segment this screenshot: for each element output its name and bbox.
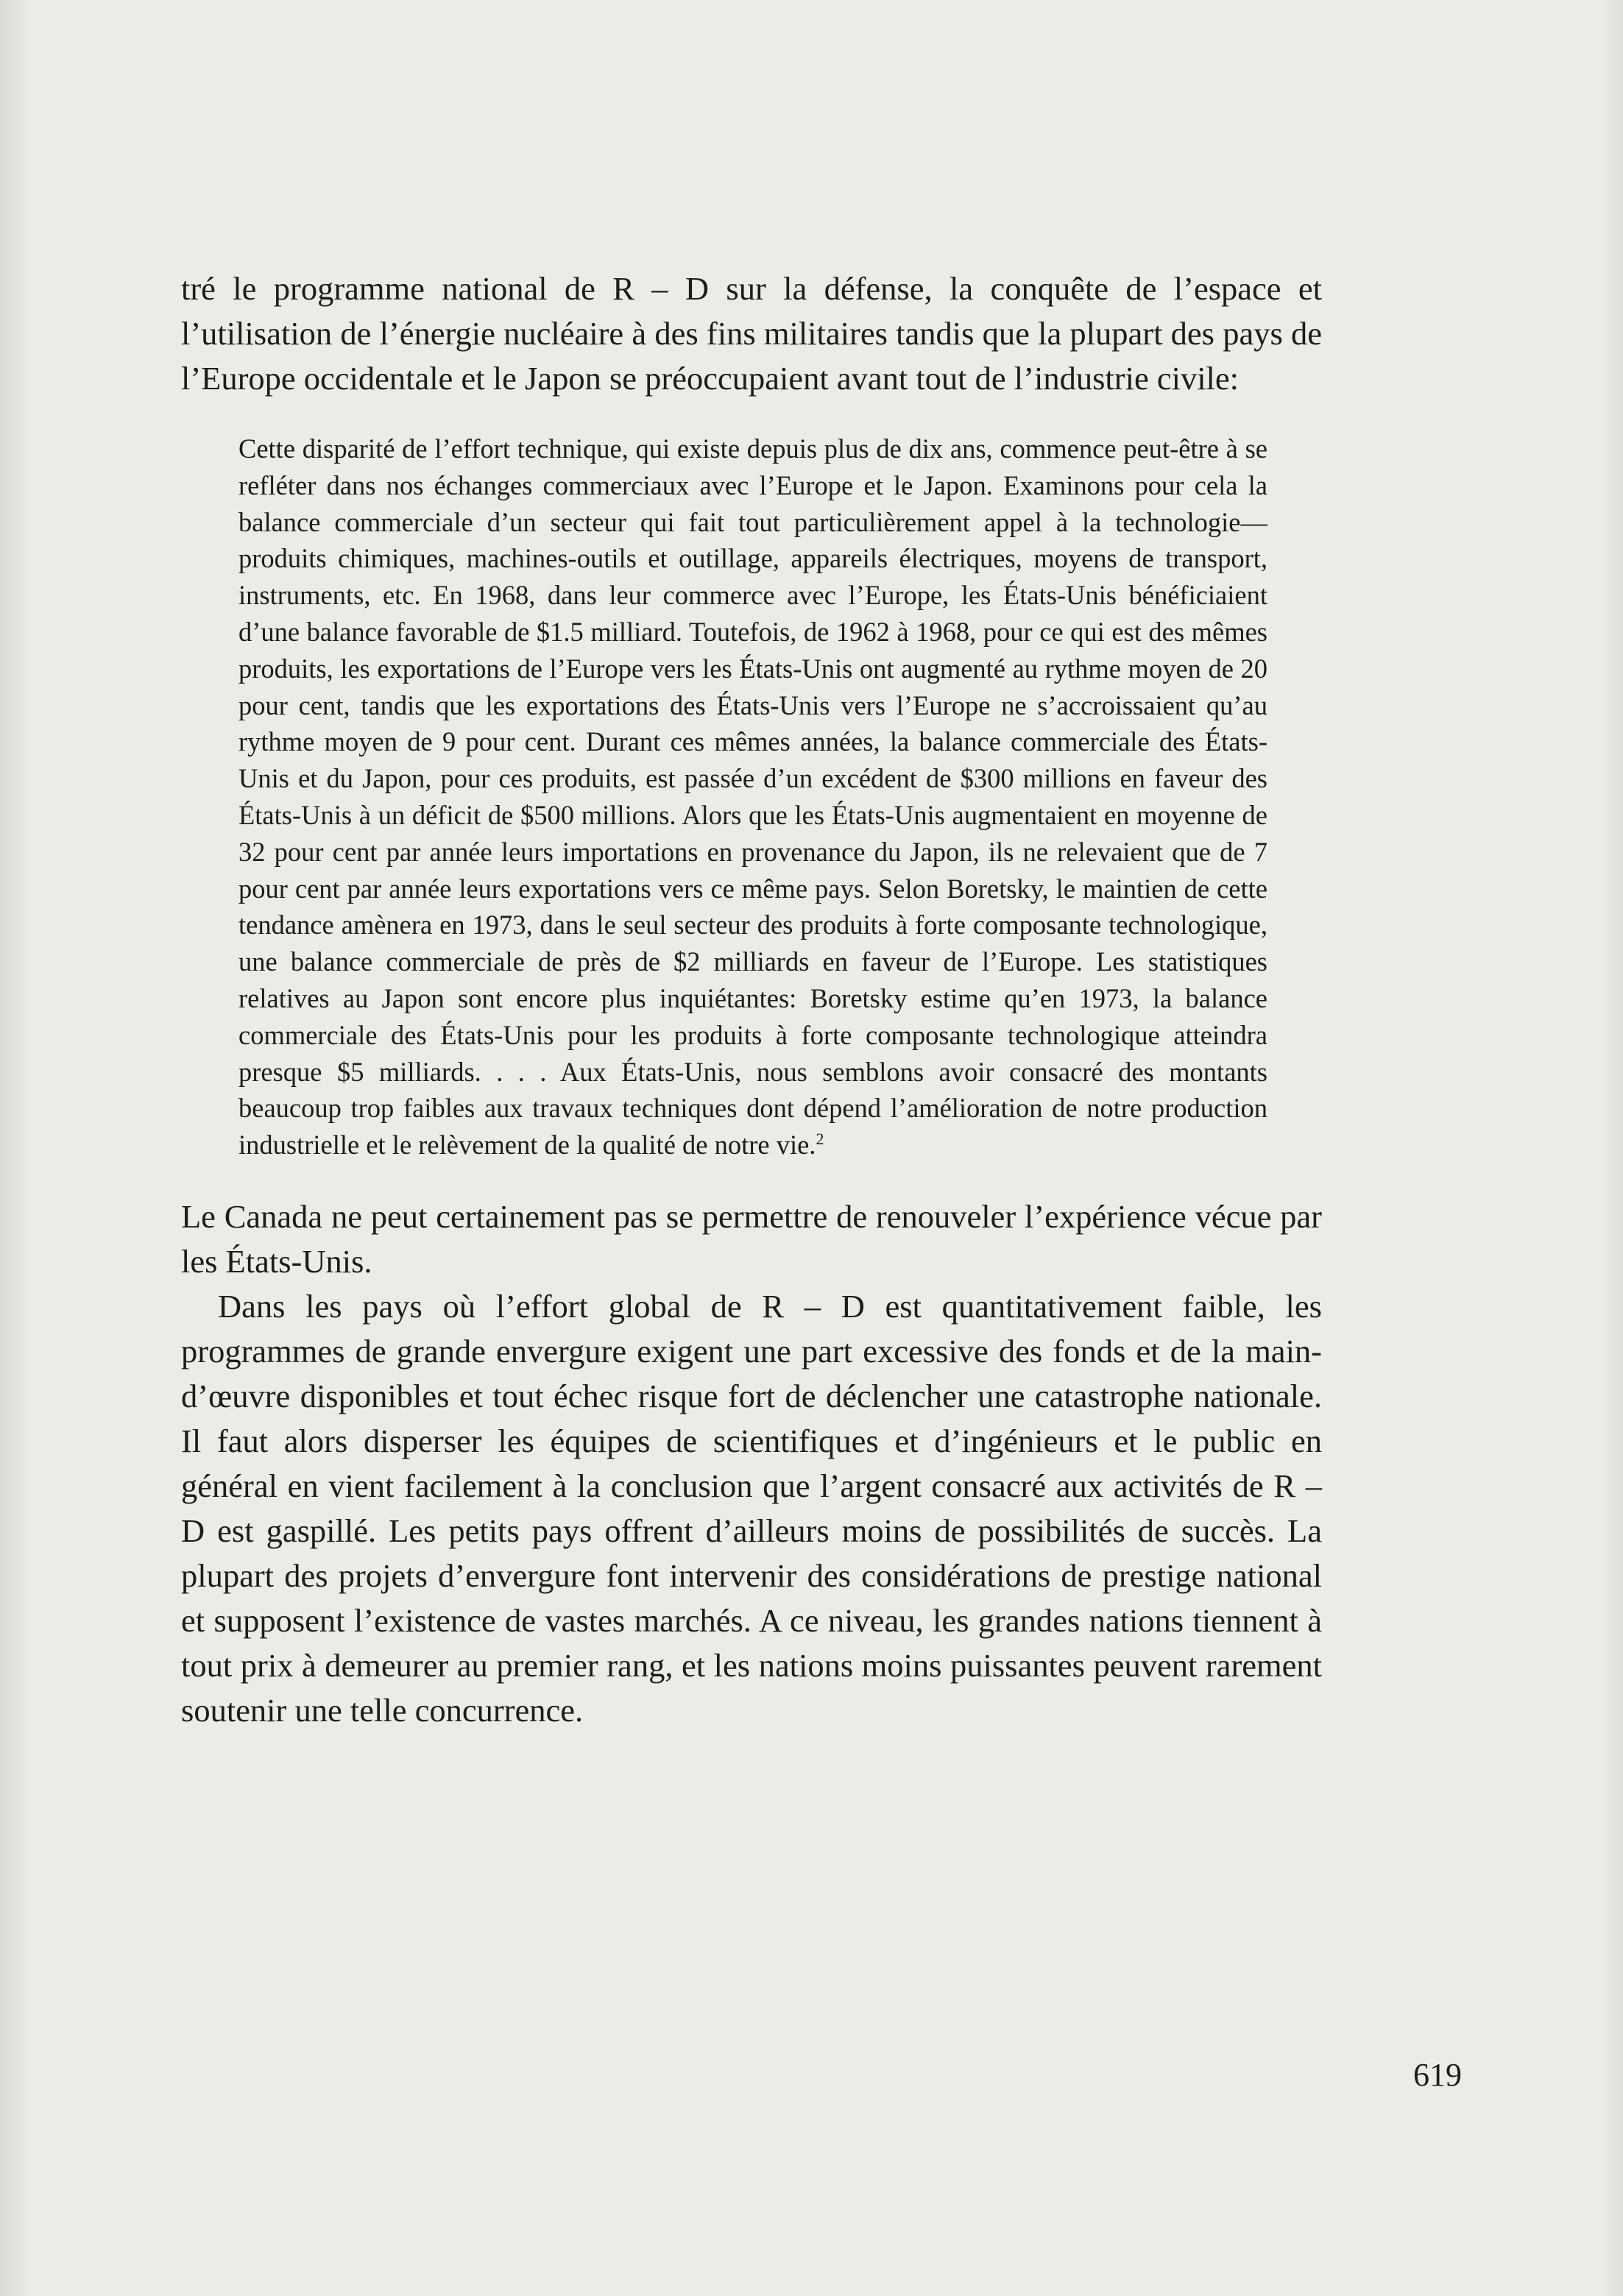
paragraph-small-countries: Dans les pays où l’effort global de R – D est quantitativement faible, les programmes de grande envergure exigent une part excessive des fonds et de la main-d’œuvre disponibles et tout échec risque fort de déclencher une catastrophe nationale. Il faut alors disperser les équipes de scientifiques et d’ingénieurs et le public en général en vient facilement à la conclusion que l’argent consacré aux activités de R – D est gaspillé. Les petits pays offrent d’ailleurs moins de possibilités de succès. La plupart des projets d’envergure font intervenir des considérations de prestige national et supposent l’existence de vastes marchés. A ce niveau, les grandes nations tiennent à tout prix à demeurer au premier rang, et les nations moins puissantes peuvent rarement soutenir une telle concurrence. (181, 1287, 1322, 1729)
page-number: 619 (1413, 2057, 1462, 2093)
page-body (181, 266, 1322, 1733)
footnote-marker: 2 (816, 1129, 824, 1148)
quote-body: Cette disparité de l’effort technique, qui existe depuis plus de dix ans, commence peut-être à se refléter dans nos échanges commerciaux avec l’Europe et le Japon. Examinons pour cela la balance commerciale d’un secteur qui fait tout particulièrement appel à la technologie—produits chimiques, machines-outils et outillage, appareils électriques, moyens de transport, instruments, etc. En 1968, dans leur commerce avec l’Europe, les États-Unis bénéficiaient d’une balance favorable de $1.5 milliard. Toutefois, de 1962 à 1968, pour ce qui est des mêmes produits, les exportations de l’Europe vers les États-Unis ont augmenté au rythme moyen de 20 pour cent, tandis que les exportations des États-Unis vers l’Europe ne s’accroissaient qu’au rythme moyen de 9 pour cent. Durant ces mêmes années, la balance commerciale des États-Unis et du Japon, pour ces produits, est passée d’un excédent de $300 millions en faveur des États-Unis à un déficit de $500 millions. Alors que les États-Unis augmentaient en moyenne de 32 pour cent par année leurs importations en provenance du Japon, ils ne relevaient que de 7 pour cent par année leurs exportations vers ce même pays. Selon Boretsky, le maintien de cette tendance amènera en 1973, dans le seul secteur des produits à forte composante technologique, une balance commerciale de près de $2 milliards en faveur de l’Europe. Les statistiques relatives au Japon sont encore plus inquiétantes: Boretsky estime qu’en 1973, la balance commerciale des États-Unis pour les produits à forte composante technologique atteindra presque $5 milliards. . . . Aux États-Unis, nous semblons avoir consacré des montants beaucoup trop faibles aux travaux techniques dont dépend l’amélioration de notre production industrielle et le relèvement de la qualité de notre vie. (238, 433, 1267, 1161)
page-edge-shadow-right (1602, 0, 1623, 2296)
paragraph-continued: tré le programme national de R – D sur la défense, la conquête de l’espace et l’utilisation de l’énergie nucléaire à des fins militaires tandis que la plupart des pays de l’Europe occidentale et le Japon se préoccupaient avant tout de l’industrie civile: (181, 270, 1322, 397)
block-quote-text (238, 431, 1267, 1163)
block-quote (238, 431, 1267, 1163)
page-edge-shadow-left (0, 0, 29, 2296)
paragraph-canada: Le Canada ne peut certainement pas se permettre de renouveler l’expérience vécue par les États-Unis. (181, 1197, 1322, 1280)
